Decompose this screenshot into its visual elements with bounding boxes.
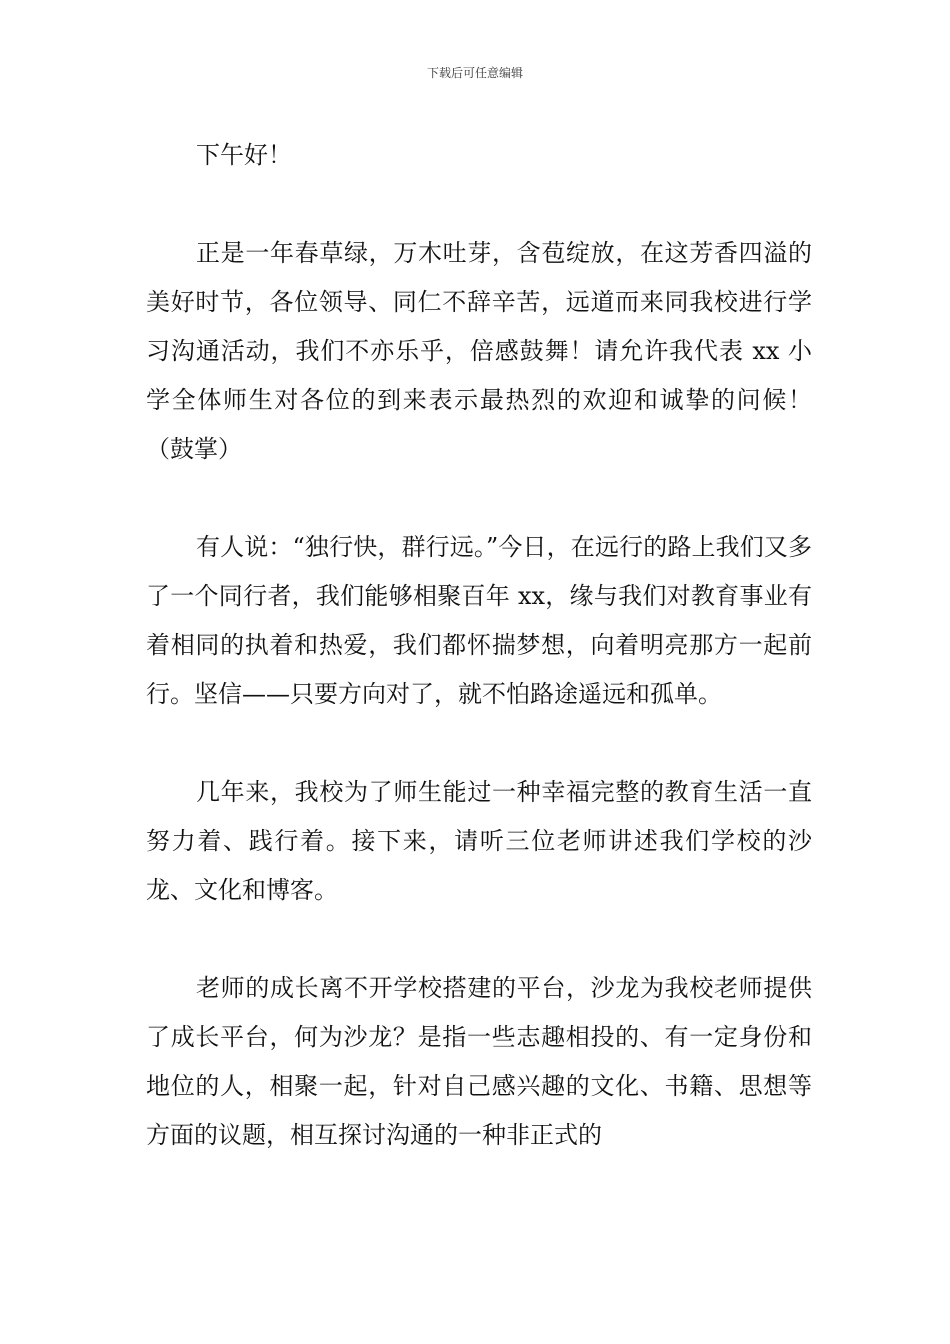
paragraph-welcome: 正是一年春草绿，万木吐芽，含苞绽放，在这芳香四溢的美好时节，各位领导、同仁不辞辛苦，远道而来同我校进行学习沟通活动，我们不亦乐乎，倍感鼓舞！请允许我代表 xx 小学全体师生对各位的到来表示最热烈的欢迎和诚挚的问候！（鼓掌） <box>146 239 812 463</box>
greeting-paragraph: 下午好！ <box>196 141 292 169</box>
paragraph-companions: 有人说：“独行快，群行远。”今日，在远行的路上我们又多了一个同行者，我们能够相聚百年 xx，缘与我们对教育事业有着相同的执着和热爱，我们都怀揣梦想，向着明亮那方一起前行。坚信——只要方向对了，就不怕路途遥远和孤单。 <box>146 533 812 708</box>
document-body <box>146 131 812 1209</box>
page-header-note: 下载后可任意编辑 <box>426 66 523 80</box>
paragraph-school-life: 几年来，我校为了师生能过一种幸福完整的教育生活一直努力着、践行着。接下来，请听三位老师讲述我们学校的沙龙、文化和博客。 <box>146 778 812 904</box>
paragraph-salon: 老师的成长离不开学校搭建的平台，沙龙为我校老师提供了成长平台，何为沙龙？是指一些志趣相投的、有一定身份和地位的人，相聚一起，针对自己感兴趣的文化、书籍、思想等方面的议题，相互探讨沟通的一种非正式的 <box>146 974 812 1149</box>
